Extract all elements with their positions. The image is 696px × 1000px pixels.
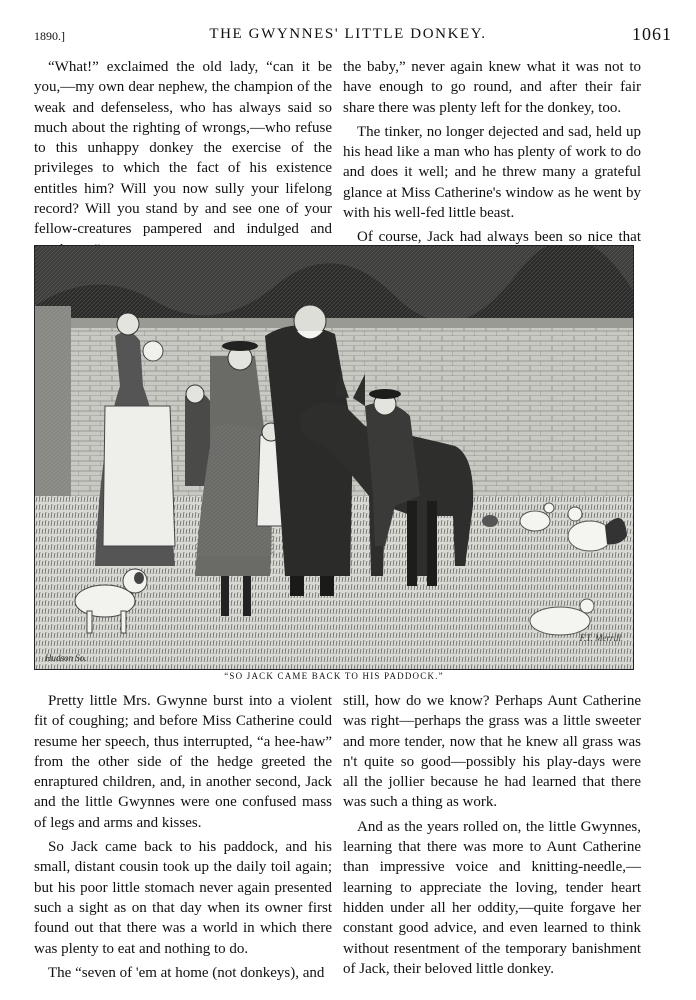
header-year: 1890.] xyxy=(34,29,65,43)
engraving-illustration xyxy=(34,245,634,670)
paragraph: the baby,” never again knew what it was not to have enough to go round, and after their fair share there was plenty left for the donkey, too. xyxy=(343,59,641,116)
page-number: 1061 xyxy=(632,24,672,44)
page-header xyxy=(0,0,696,48)
paragraph: The tinker, no longer dejected and sad, held up his head like a man who has plenty of work to do and does it well; and he threw many a grateful glance at Miss Catherine's window as he went by with his well-fed little beast. xyxy=(343,123,641,222)
engraver-signature: Hudson So. xyxy=(45,653,87,663)
column-top-left xyxy=(34,57,332,260)
paragraph: So Jack came back to his paddock, and his small, distant cousin took up the daily toil again; but his poor little stomach never again presented such a sight as on that day when its owner first found out that there was a world in which there was plenty to eat and nothing to do. xyxy=(34,839,332,957)
column-bottom-left xyxy=(34,691,332,983)
paragraph: still, how do we know? Perhaps Aunt Catherine was right—perhaps the grass was a little sweeter and more tender, now that he knew all grass was n't quite so good—possibly his play-days were all the jollier because he had learned that there was such a thing as work. xyxy=(343,693,641,811)
illustration-caption: “SO JACK CAME BACK TO HIS PADDOCK.” xyxy=(224,671,444,681)
illustration-artwork xyxy=(35,246,633,669)
paragraph: Of course, Jack had always been so nice that xyxy=(357,229,641,246)
paragraph: And as the years rolled on, the little Gwynnes, learning that there was more to Aunt Catherine than impressive voice and knitting-needle,—learning to appreciate the loving, tender heart hidden under all her oddity,—quite forgave her constant good advice, and even learned to think without resentment of the temporary banishment of Jack, their beloved little donkey. xyxy=(343,818,641,977)
column-top-right xyxy=(343,57,641,268)
paragraph: Pretty little Mrs. Gwynne burst into a violent fit of coughing; and before Miss Catherine could resume her speech, thus interrupted, “a hee-haw” from the other side of the hedge greeted the enraptured children, and, in another second, Jack and the little Gwynnes were one confused mass of legs and arms and kisses. xyxy=(34,693,332,831)
running-title: THE GWYNNES' LITTLE DONKEY. xyxy=(209,26,487,42)
column-bottom-right xyxy=(343,691,641,979)
paragraph: The “seven of 'em at home (not donkeys), and xyxy=(48,964,325,981)
paragraph: “What!” exclaimed the old lady, “can it be you,—my own dear nephew, the champion of the weak and defenseless, who has always said so much about the righting of wrongs,—who refuse to this unhappy donkey the exercise of the privileges to which the fact of his existence entitles him? Will you now sully your lifelong record? Will you stand by and see one of your fellow-creatures pampered and indulged and xyxy=(34,59,332,238)
artist-signature: F.T. Merrill xyxy=(579,633,621,643)
